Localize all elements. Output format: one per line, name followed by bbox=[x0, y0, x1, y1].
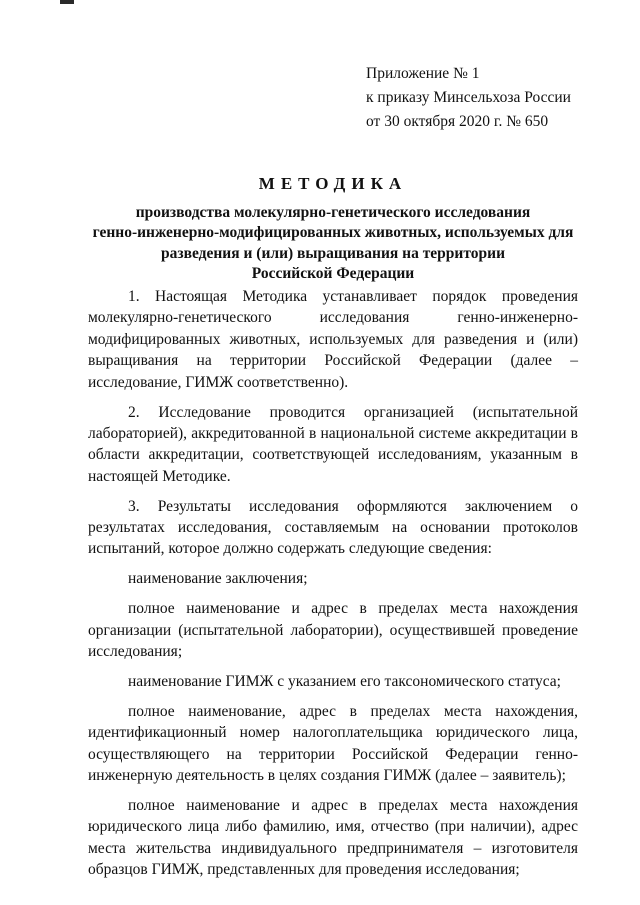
paragraph: наименование заключения; bbox=[128, 570, 308, 588]
approval-stamp bbox=[366, 62, 571, 134]
paragraph: полное наименование и адрес в пределах места нахождения организации (испытательной лаборатории), осуществившей проведение исследования; bbox=[88, 600, 578, 661]
title-line: производства молекулярно-генетического исследования bbox=[135, 203, 531, 221]
scan-artifact bbox=[60, 0, 74, 4]
title-line: разведения и (или) выращивания на территории bbox=[160, 244, 505, 262]
approval-line: Приложение № 1 bbox=[366, 65, 480, 82]
paragraph: полное наименование, адрес в пределах места нахождения, идентификационный номер налогоплательщика юридического лица, осуществляющего на территории Российской Федерации генно-инженерную деятельность в целях создания ГИМЖ (далее – заявитель); bbox=[88, 702, 578, 785]
title-line: генно-инженерно-модифицированных животных, используемых для bbox=[92, 224, 574, 241]
paragraph: 3. Результаты исследования оформляются заключением о результатах исследования, составляемым на основании протоколов испытаний, которое должно содержать следующие сведения: bbox=[88, 497, 578, 558]
approval-line: к приказу Минсельхоза России bbox=[366, 89, 571, 106]
paragraph: 2. Исследование проводится организацией (испытательной лабораторией), аккредитованной в национальной системе аккредитации в области аккредитации, соответствующей исследованиям, указанным в настоящей Методике. bbox=[88, 403, 578, 485]
paragraph: 1. Настоящая Методика устанавливает порядок проведения молекулярно-генетического исследования генно-инженерно-модифицированных животных, используемых для разведения и (или) выращивания на территории Российской Федерации (далее – исследование, ГИМЖ соответственно). bbox=[88, 288, 578, 391]
title-main: МЕТОДИКА bbox=[258, 174, 408, 193]
approval-line: от 30 октября 2020 г. № 650 bbox=[366, 113, 549, 130]
document-title bbox=[88, 174, 578, 285]
title-line: Российской Федерации bbox=[251, 265, 415, 282]
paragraph: полное наименование и адрес в пределах места нахождения юридического лица либо фамилию, имя, отчество (при наличии), адрес места жительства индивидуального предпринимателя – изготовителя образцов ГИМЖ, представленных для проведения исследования; bbox=[88, 797, 578, 879]
paragraph: наименование ГИМЖ с указанием его таксономического статуса; bbox=[128, 673, 561, 690]
document-body bbox=[88, 286, 578, 889]
